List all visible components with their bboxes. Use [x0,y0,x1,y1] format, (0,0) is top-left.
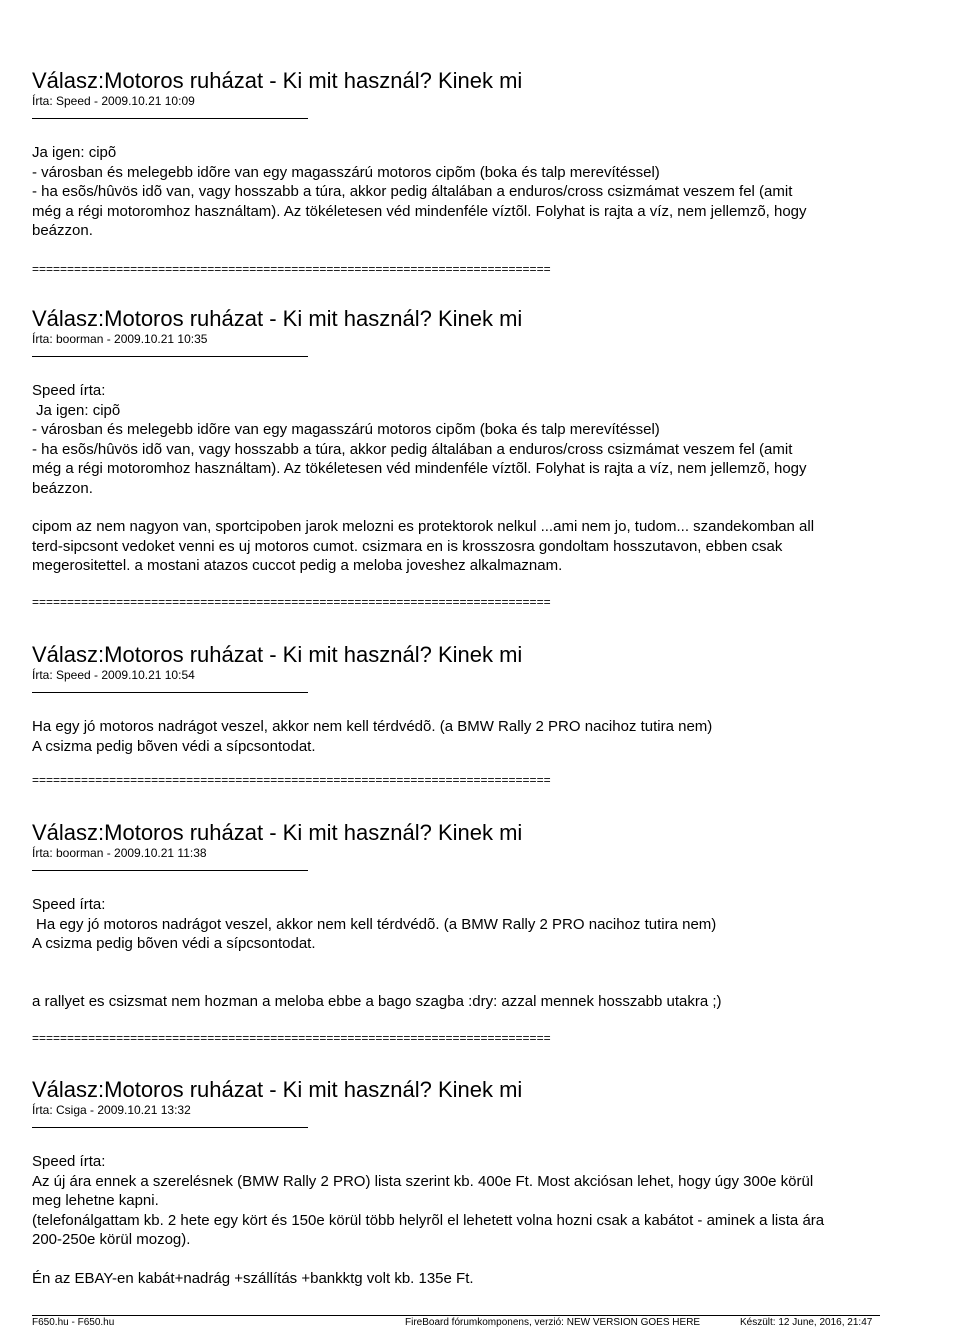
post-separator: ========================================================================== [32,1031,551,1045]
title-underline [32,692,308,693]
body-line: Ja igen: cipõ [32,144,117,161]
footer-site: F650.hu - F650.hu [32,1317,115,1328]
post-meta: Írta: boorman - 2009.10.21 11:38 [32,846,207,860]
post-separator: ========================================================================== [32,773,551,787]
quote-line: beázzon. [32,479,93,497]
post-meta: Írta: boorman - 2009.10.21 10:35 [32,332,208,346]
post-title: Válasz:Motoros ruházat - Ki mit használ? Kinek mi [32,306,523,331]
post-title: Válasz:Motoros ruházat - Ki mit használ? Kinek mi [32,642,523,667]
quote-line: még a régi motoromhoz használtam). Az tökéletesen véd mindenféle víztõl. Folyhat is rajta a víz, nem jellemzõ, hogy [32,460,807,477]
quote-line: Ha egy jó motoros nadrágot veszel, akkor nem kell térdvédõ. (a BMW Rally 2 PRO nacihoz tutira nem) [36,915,717,933]
post-meta: Írta: Csiga - 2009.10.21 13:32 [32,1103,191,1117]
post-body [32,1152,932,1288]
quote-label: Speed írta: [32,1153,106,1170]
post-title: Válasz:Motoros ruházat - Ki mit használ? Kinek mi [32,1077,523,1102]
title-underline [32,870,308,871]
post-meta: Írta: Speed - 2009.10.21 10:09 [32,94,195,108]
body-line: 200-250e körül mozog). [32,1231,191,1248]
title-underline [32,1127,308,1128]
quote-line: - városban és melegebb idõre van egy magasszárú motoros cipõm (boka és talp merevítéssel) [32,421,660,438]
body-line: (telefonálgattam kb. 2 hete egy kört és 150e körül több helyrõl el lehetett volna hozni csak a kabátot - aminek a lista ára [32,1211,825,1229]
footer-component: FireBoard fórumkomponens, verzió: NEW VERSION GOES HERE [405,1317,701,1328]
forum-post [32,820,932,1011]
post-separator: ========================================================================== [32,595,551,609]
forum-post [32,306,932,576]
quote-label: Speed írta: [32,382,106,399]
post-body [32,717,932,756]
body-line: a rallyet es csizsmat nem hozman a meloba ebbe a bago szagba :dry: azzal mennek hosszabb utakra ;) [32,992,722,1010]
post-separator: ========================================================================== [32,262,551,276]
body-line: Az új ára ennek a szerelésnek (BMW Rally 2 PRO) lista szerint kb. 400e Ft. Most akciósan lehet, hogy úgy 300e körül [32,1172,814,1190]
body-line: beázzon. [32,222,93,239]
post-body [32,381,932,576]
body-line: cipom az nem nagyon van, sportcipoben jarok melozni es protektorok nelkul ...ami nem jo, tudom... szandekomban all [32,518,815,535]
post-body [32,143,932,241]
quote-line: Ja igen: cipõ [36,401,121,419]
body-line: még a régi motoromhoz használtam). Az tökéletesen véd mindenféle víztõl. Folyhat is rajta a víz, nem jellemzõ, hogy [32,202,807,220]
body-line: - városban és melegebb idõre van egy magasszárú motoros cipõm (boka és talp merevítéssel) [32,163,660,181]
body-line: Ha egy jó motoros nadrágot veszel, akkor nem kell térdvédõ. (a BMW Rally 2 PRO nacihoz tutira nem) [32,718,713,735]
post-title: Válasz:Motoros ruházat - Ki mit használ? Kinek mi [32,68,523,93]
body-line: - ha esõs/hûvös idõ van, vagy hosszabb a túra, akkor pedig általában a enduros/cross csizmámat veszem fel (amit [32,183,793,200]
post-body [32,895,932,1011]
quote-line: - ha esõs/hûvös idõ van, vagy hosszabb a túra, akkor pedig általában a enduros/cross csizmámat veszem fel (amit [32,440,793,458]
post-title: Válasz:Motoros ruházat - Ki mit használ? Kinek mi [32,820,523,845]
body-line: megerositettel. a mostani atazos cuccot pedig a meloba joveshez alkalmaznam. [32,557,563,574]
quote-line: A csizma pedig bõven védi a sípcsontodat. [32,935,316,952]
forum-post [32,68,932,241]
body-line: meg lehetne kapni. [32,1192,159,1209]
footer-rule [32,1315,880,1316]
post-meta: Írta: Speed - 2009.10.21 10:54 [32,668,195,682]
title-underline [32,356,308,357]
body-line: Én az EBAY-en kabát+nadrág +szállítás +bankktg volt kb. 135e Ft. [32,1269,474,1287]
forum-post [32,1077,932,1288]
forum-post [32,642,932,756]
title-underline [32,118,308,119]
quote-label: Speed írta: [32,896,106,913]
footer-generated: Készült: 12 June, 2016, 21:47 [740,1317,873,1328]
body-line: A csizma pedig bõven védi a sípcsontodat. [32,737,316,755]
body-line: terd-sipcsont vedoket venni es uj motoros cumot. csizmara en is krosszosra gondoltam hosszutavon, ebben csak [32,537,783,555]
